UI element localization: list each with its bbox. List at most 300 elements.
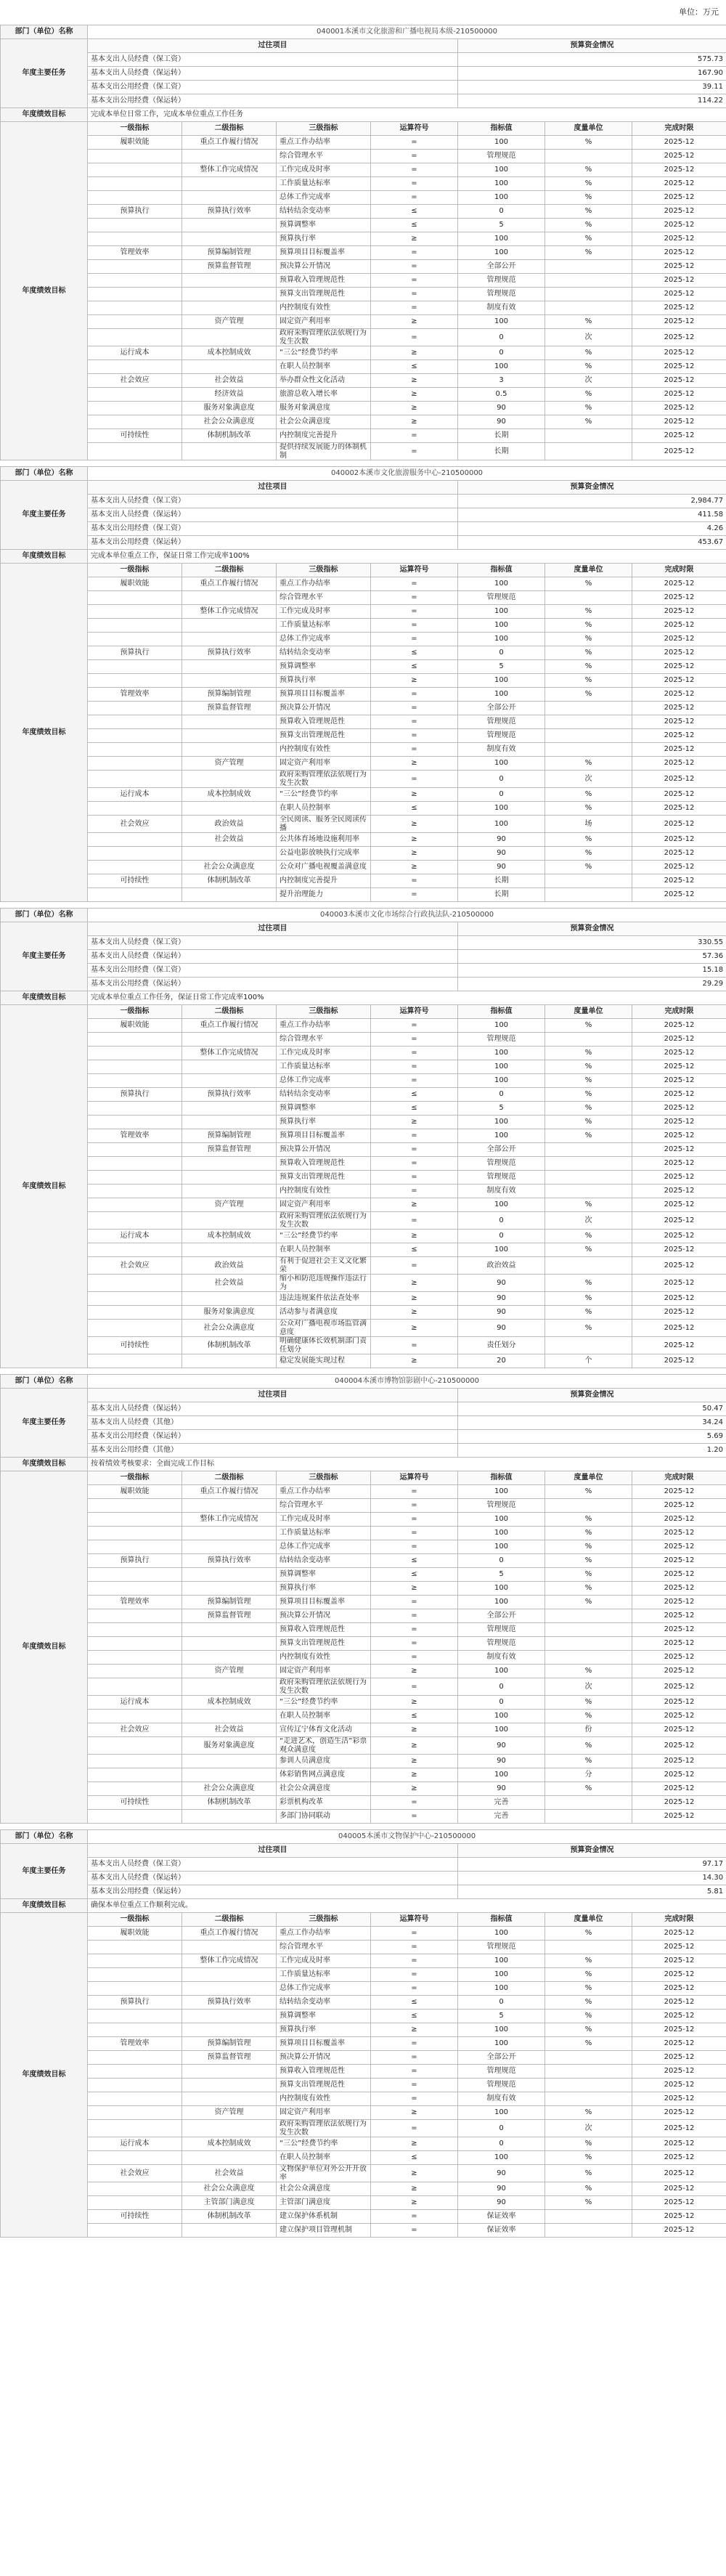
operator: ≥: [371, 1737, 458, 1755]
unit-label: 单位：万元: [679, 7, 719, 17]
deadline-header: 完成时限: [632, 1471, 726, 1485]
level3-indicator: 综合管理水平: [277, 1941, 371, 1954]
perf-indicator-label: 年度绩效目标: [1, 1005, 88, 1368]
deadline: 2025-12: [632, 674, 726, 688]
measure-unit: [545, 150, 632, 163]
task-label: 年度主要任务: [1, 922, 88, 991]
operator: =: [371, 246, 458, 260]
level3-indicator: 内控制度完善提升: [277, 874, 371, 888]
level1-indicator: [88, 274, 182, 288]
level3-indicator: 公众对广播电视覆盖满意度: [277, 861, 371, 874]
deadline: 2025-12: [632, 1665, 726, 1678]
level3-indicator: 预算项目目标覆盖率: [277, 2037, 371, 2051]
level1-indicator: 管理效率: [88, 1129, 182, 1143]
level1-header: 一级指标: [88, 122, 182, 136]
level3-indicator: 工作质量达标率: [277, 1968, 371, 1982]
level3-indicator: 政府采购管理依法依规行为发生次数: [277, 2120, 371, 2137]
level2-indicator: [182, 1678, 277, 1696]
deadline: 2025-12: [632, 1257, 726, 1275]
level3-indicator: 建立保护体系机制: [277, 2210, 371, 2224]
budget-row: [1, 53, 726, 67]
budget-row: [1, 94, 726, 108]
value-header: 指标值: [458, 1005, 545, 1019]
deadline: 2025-12: [632, 847, 726, 861]
operator: ≥: [371, 1782, 458, 1796]
measure-unit: [545, 874, 632, 888]
level1-indicator: [88, 1074, 182, 1088]
deadline: 2025-12: [632, 1941, 726, 1954]
deadline: 2025-12: [632, 177, 726, 191]
operator: =: [371, 1927, 458, 1941]
level2-indicator: [182, 1710, 277, 1723]
measure-unit: %: [545, 2106, 632, 2120]
measure-unit: %: [545, 1320, 632, 1337]
measure-unit: 分: [545, 1768, 632, 1782]
indicator-value: 100: [458, 1982, 545, 1996]
measure-unit: 次: [545, 329, 632, 346]
deadline: 2025-12: [632, 660, 726, 674]
indicator-value: 100: [458, 2151, 545, 2165]
operator: ≤: [371, 802, 458, 816]
level2-indicator: [182, 1292, 277, 1306]
level1-indicator: [88, 2051, 182, 2065]
level2-indicator: [182, 1637, 277, 1651]
indicator-row: [1, 1637, 726, 1651]
measure-unit: 次: [545, 374, 632, 388]
level2-header: 二级指标: [182, 1471, 277, 1485]
indicator-row: [1, 1088, 726, 1102]
operator: =: [371, 874, 458, 888]
indicator-row: [1, 1033, 726, 1047]
measure-unit: %: [545, 1568, 632, 1582]
measure-unit: [545, 1033, 632, 1047]
measure-unit: 次: [545, 2120, 632, 2137]
level1-header: 一级指标: [88, 1005, 182, 1019]
level1-indicator: [88, 729, 182, 743]
deadline: 2025-12: [632, 374, 726, 388]
operator: ≥: [371, 1198, 458, 1212]
level1-indicator: 预算执行: [88, 1996, 182, 2010]
indicator-value: 长期: [458, 429, 545, 443]
operator: ≤: [371, 219, 458, 232]
indicator-row: [1, 415, 726, 429]
operator: ≥: [371, 232, 458, 246]
indicator-row: [1, 2151, 726, 2165]
indicator-value: 100: [458, 1129, 545, 1143]
operator: ≤: [371, 1568, 458, 1582]
deadline: 2025-12: [632, 1116, 726, 1129]
indicator-row: [1, 1243, 726, 1257]
dept-name: 040003本溪市文化市场综合行政执法队-210500000: [88, 909, 726, 922]
deadline: 2025-12: [632, 1275, 726, 1292]
indicator-row: [1, 1047, 726, 1060]
level2-indicator: 重点工作履行情况: [182, 1019, 277, 1033]
indicator-value: 90: [458, 1275, 545, 1292]
level3-indicator: 政府采购管理依法依规行为发生次数: [277, 1678, 371, 1696]
indicator-row: [1, 833, 726, 847]
indicator-row: [1, 1540, 726, 1554]
level2-indicator: [182, 1157, 277, 1171]
deadline: 2025-12: [632, 329, 726, 346]
deadline: 2025-12: [632, 1582, 726, 1596]
level2-indicator: 成本控制成效: [182, 1696, 277, 1710]
operator: ≤: [371, 646, 458, 660]
level1-indicator: [88, 2120, 182, 2137]
indicator-row: [1, 1768, 726, 1782]
level2-indicator: [182, 1941, 277, 1954]
measure-unit: 份: [545, 1723, 632, 1737]
deadline: 2025-12: [632, 191, 726, 205]
measure-unit: [545, 1796, 632, 1810]
level2-indicator: [182, 1982, 277, 1996]
measure-unit: 次: [545, 771, 632, 788]
level2-indicator: [182, 2065, 277, 2079]
deadline: 2025-12: [632, 1723, 726, 1737]
deadline: 2025-12: [632, 1129, 726, 1143]
measure-unit: %: [545, 1927, 632, 1941]
deadline: 2025-12: [632, 1954, 726, 1968]
deadline: 2025-12: [632, 1033, 726, 1047]
level2-indicator: [182, 274, 277, 288]
level3-indicator: 预算收入管理规范性: [277, 2065, 371, 2079]
deadline: 2025-12: [632, 1019, 726, 1033]
level1-indicator: [88, 177, 182, 191]
level2-indicator: [182, 1651, 277, 1665]
budget-item: 基本支出人员经费（保工资）: [88, 53, 458, 67]
level2-indicator: [182, 219, 277, 232]
level2-indicator: 社会公众满意度: [182, 415, 277, 429]
level3-indicator: 内控制度有效性: [277, 2092, 371, 2106]
deadline: 2025-12: [632, 2196, 726, 2210]
operator-header: 运算符号: [371, 1005, 458, 1019]
perf-target-text: 确保本单位重点工作顺利完成。: [88, 1899, 726, 1913]
measure-unit: %: [545, 1540, 632, 1554]
perf-target-text: 完成本单位日常工作，完成本单位重点工作任务: [88, 108, 726, 122]
level2-indicator: 预算编制管理: [182, 1129, 277, 1143]
level1-indicator: [88, 315, 182, 329]
level2-indicator: [182, 1074, 277, 1088]
unit-header: 度量单位: [545, 1913, 632, 1927]
deadline: 2025-12: [632, 1927, 726, 1941]
indicator-row: [1, 1527, 726, 1540]
deadline: 2025-12: [632, 1513, 726, 1527]
indicator-value: 100: [458, 2106, 545, 2120]
level1-indicator: [88, 743, 182, 757]
indicator-value: 管理规范: [458, 274, 545, 288]
level3-indicator: 预算执行率: [277, 2023, 371, 2037]
indicator-value: 5: [458, 1568, 545, 1582]
indicator-row: [1, 1102, 726, 1116]
budget-item: 基本支出公用经费（保工资）: [88, 964, 458, 978]
indicator-value: 管理规范: [458, 1623, 545, 1637]
level1-indicator: [88, 2079, 182, 2092]
level2-indicator: 整体工作完成情况: [182, 1047, 277, 1060]
level1-indicator: [88, 2106, 182, 2120]
level1-indicator: [88, 2065, 182, 2079]
level3-indicator: “三公”经费节约率: [277, 1696, 371, 1710]
operator: ≥: [371, 847, 458, 861]
indicator-row: [1, 2210, 726, 2224]
deadline: 2025-12: [632, 2023, 726, 2037]
indicator-value: 政治效益: [458, 1257, 545, 1275]
level1-indicator: 社会效应: [88, 816, 182, 833]
measure-unit: %: [545, 1116, 632, 1129]
indicator-row: [1, 1623, 726, 1637]
level2-indicator: 体制机制改革: [182, 874, 277, 888]
measure-unit: [545, 888, 632, 902]
operator: =: [371, 2224, 458, 2238]
level2-indicator: [182, 1568, 277, 1582]
task-label: 年度主要任务: [1, 481, 88, 550]
deadline: 2025-12: [632, 833, 726, 847]
indicator-row: [1, 2065, 726, 2079]
measure-unit: %: [545, 191, 632, 205]
level2-indicator: 预算编制管理: [182, 688, 277, 702]
operator: =: [371, 1941, 458, 1954]
level3-indicator: 预算支出管理规范性: [277, 1171, 371, 1185]
indicator-row: [1, 205, 726, 219]
budget-row: [1, 536, 726, 550]
measure-unit: [545, 2079, 632, 2092]
indicator-row: [1, 1696, 726, 1710]
level1-indicator: 可持续性: [88, 429, 182, 443]
unit-header: 度量单位: [545, 1005, 632, 1019]
indicator-value: 长期: [458, 888, 545, 902]
operator: ≥: [371, 2023, 458, 2037]
measure-unit: [545, 260, 632, 274]
level2-indicator: 社会公众满意度: [182, 1320, 277, 1337]
measure-unit: [545, 429, 632, 443]
measure-unit: [545, 1941, 632, 1954]
deadline: 2025-12: [632, 301, 726, 315]
level3-indicator: 总体工作完成率: [277, 1074, 371, 1088]
level1-indicator: [88, 150, 182, 163]
level1-indicator: [88, 1609, 182, 1623]
indicator-row: [1, 301, 726, 315]
indicator-value: 管理规范: [458, 288, 545, 301]
level1-indicator: [88, 1306, 182, 1320]
operator: =: [371, 1212, 458, 1230]
level2-indicator: 社会效益: [182, 833, 277, 847]
level1-indicator: [88, 833, 182, 847]
deadline: 2025-12: [632, 246, 726, 260]
measure-unit: %: [545, 1198, 632, 1212]
budget-item: 基本支出人员经费（保工资）: [88, 936, 458, 950]
indicator-value: 管理规范: [458, 1033, 545, 1047]
measure-unit: %: [545, 1596, 632, 1609]
budget-item: 基本支出人员经费（保运转）: [88, 1402, 458, 1416]
item-col-header: 过往项目: [88, 1844, 458, 1858]
operator: =: [371, 1074, 458, 1088]
deadline: 2025-12: [632, 729, 726, 743]
deadline: 2025-12: [632, 1796, 726, 1810]
level3-indicator: 工作质量达标率: [277, 619, 371, 633]
budget-item: 基本支出公用经费（保运转）: [88, 1885, 458, 1899]
level3-indicator: 内控制度有效性: [277, 743, 371, 757]
level3-indicator: 提供持续发展能力的体制机制: [277, 443, 371, 460]
level2-indicator: 社会效益: [182, 2165, 277, 2182]
level3-indicator: 内控制度完善提升: [277, 429, 371, 443]
level1-indicator: [88, 1582, 182, 1596]
indicator-row: [1, 360, 726, 374]
indicator-value: 100: [458, 1060, 545, 1074]
level3-indicator: 预算执行率: [277, 1582, 371, 1596]
perf-indicator-label: 年度绩效目标: [1, 564, 88, 902]
operator: =: [371, 1810, 458, 1824]
level3-indicator: 预算执行率: [277, 1116, 371, 1129]
measure-unit: %: [545, 1485, 632, 1499]
operator: =: [371, 1485, 458, 1499]
measure-unit: %: [545, 1737, 632, 1755]
deadline: 2025-12: [632, 619, 726, 633]
level2-indicator: [182, 1060, 277, 1074]
indicator-value: 完善: [458, 1810, 545, 1824]
budget-row: [1, 81, 726, 94]
dept-name: 040004本溪市博物馆影剧中心-210500000: [88, 1375, 726, 1389]
operator: ≤: [371, 1243, 458, 1257]
indicator-row: [1, 1665, 726, 1678]
deadline: 2025-12: [632, 2210, 726, 2224]
value-header: 指标值: [458, 122, 545, 136]
level3-indicator: 政府采购管理依法依规行为发生次数: [277, 1212, 371, 1230]
measure-unit: %: [545, 847, 632, 861]
level2-indicator: [182, 1212, 277, 1230]
perf-target-label: 年度绩效目标: [1, 1899, 88, 1913]
measure-unit: %: [545, 2010, 632, 2023]
deadline: 2025-12: [632, 402, 726, 415]
level1-indicator: [88, 1047, 182, 1060]
level3-indicator: 有利于促进社会主义文化繁荣: [277, 1257, 371, 1275]
measure-unit: %: [545, 315, 632, 329]
level2-indicator: 资产管理: [182, 757, 277, 771]
level2-indicator: 预算监督管理: [182, 1609, 277, 1623]
level3-indicator: 重点工作办结率: [277, 1927, 371, 1941]
deadline: 2025-12: [632, 605, 726, 619]
level1-indicator: [88, 771, 182, 788]
measure-unit: [545, 702, 632, 715]
level1-indicator: [88, 847, 182, 861]
indicator-row: [1, 688, 726, 702]
level3-indicator: 总体工作完成率: [277, 633, 371, 646]
indicator-row: [1, 260, 726, 274]
budget-item: 基本支出人员经费（保工资）: [88, 495, 458, 508]
level1-indicator: [88, 1954, 182, 1968]
deadline: 2025-12: [632, 743, 726, 757]
measure-unit: %: [545, 1019, 632, 1033]
level2-header: 二级指标: [182, 564, 277, 577]
level1-indicator: [88, 2023, 182, 2037]
measure-unit: %: [545, 163, 632, 177]
level1-indicator: [88, 1292, 182, 1306]
level3-indicator: 预决算公开情况: [277, 2051, 371, 2065]
level3-indicator: 总体工作完成率: [277, 191, 371, 205]
indicator-row: [1, 861, 726, 874]
indicator-row: [1, 346, 726, 360]
operator: ≤: [371, 660, 458, 674]
measure-unit: %: [545, 577, 632, 591]
dept-label: 部门（单位）名称: [1, 909, 88, 922]
indicator-row: [1, 1212, 726, 1230]
level3-indicator: 工作质量达标率: [277, 1527, 371, 1540]
level1-indicator: [88, 1354, 182, 1368]
level2-indicator: [182, 1033, 277, 1047]
level3-indicator: 全民阅读、服务全民阅读传播: [277, 816, 371, 833]
indicator-row: [1, 771, 726, 788]
measure-unit: %: [545, 2137, 632, 2151]
amount-col-header: 预算资金情况: [458, 922, 726, 936]
budget-amount: 5.81: [458, 1885, 726, 1899]
level1-indicator: [88, 1060, 182, 1074]
budget-amount: 34.24: [458, 1416, 726, 1430]
level1-indicator: [88, 388, 182, 402]
deadline: 2025-12: [632, 1982, 726, 1996]
level2-indicator: [182, 1527, 277, 1540]
deadline: 2025-12: [632, 1710, 726, 1723]
measure-unit: [545, 743, 632, 757]
operator: ≥: [371, 1116, 458, 1129]
level2-indicator: [182, 591, 277, 605]
level3-indicator: 社会公众满意度: [277, 415, 371, 429]
operator: =: [371, 260, 458, 274]
indicator-value: 全部公开: [458, 1143, 545, 1157]
operator: ≥: [371, 315, 458, 329]
level2-indicator: 预算监督管理: [182, 2051, 277, 2065]
operator: =: [371, 1637, 458, 1651]
level3-indicator: “走进艺术，创造生活”彩票观众满意度: [277, 1737, 371, 1755]
measure-unit: %: [545, 1074, 632, 1088]
level3-indicator: 预算调整率: [277, 660, 371, 674]
level1-indicator: [88, 163, 182, 177]
indicator-value: 90: [458, 847, 545, 861]
indicator-row: [1, 847, 726, 861]
indicator-row: [1, 374, 726, 388]
indicator-row: [1, 646, 726, 660]
measure-unit: %: [545, 232, 632, 246]
indicator-row: [1, 702, 726, 715]
indicator-value: 100: [458, 1665, 545, 1678]
budget-item: 基本支出公用经费（保运转）: [88, 1430, 458, 1444]
value-header: 指标值: [458, 1913, 545, 1927]
deadline: 2025-12: [632, 360, 726, 374]
level3-indicator: 主管部门满意度: [277, 2196, 371, 2210]
budget-amount: 575.73: [458, 53, 726, 67]
measure-unit: %: [545, 388, 632, 402]
perf-target-text: 完成本单位重点工作任务，保证日常工作完成率100%: [88, 991, 726, 1005]
indicator-row: [1, 219, 726, 232]
operator: =: [371, 619, 458, 633]
indicator-row: [1, 2224, 726, 2238]
level3-indicator: 提升治理能力: [277, 888, 371, 902]
operator: ≥: [371, 2165, 458, 2182]
level1-indicator: [88, 1243, 182, 1257]
level3-indicator: 固定资产利用率: [277, 1198, 371, 1212]
budget-amount: 57.36: [458, 950, 726, 964]
indicator-value: 全部公开: [458, 702, 545, 715]
deadline: 2025-12: [632, 1968, 726, 1982]
deadline: 2025-12: [632, 591, 726, 605]
level3-indicator: 工作完成及时率: [277, 1954, 371, 1968]
indicator-row: [1, 1306, 726, 1320]
operator: =: [371, 429, 458, 443]
level1-indicator: [88, 443, 182, 460]
indicator-value: 100: [458, 191, 545, 205]
indicator-row: [1, 163, 726, 177]
level1-indicator: [88, 802, 182, 816]
level3-indicator: 预算项目目标覆盖率: [277, 246, 371, 260]
level1-indicator: 可持续性: [88, 2210, 182, 2224]
level3-indicator: 参训人员满意度: [277, 1755, 371, 1768]
indicator-row: [1, 1782, 726, 1796]
